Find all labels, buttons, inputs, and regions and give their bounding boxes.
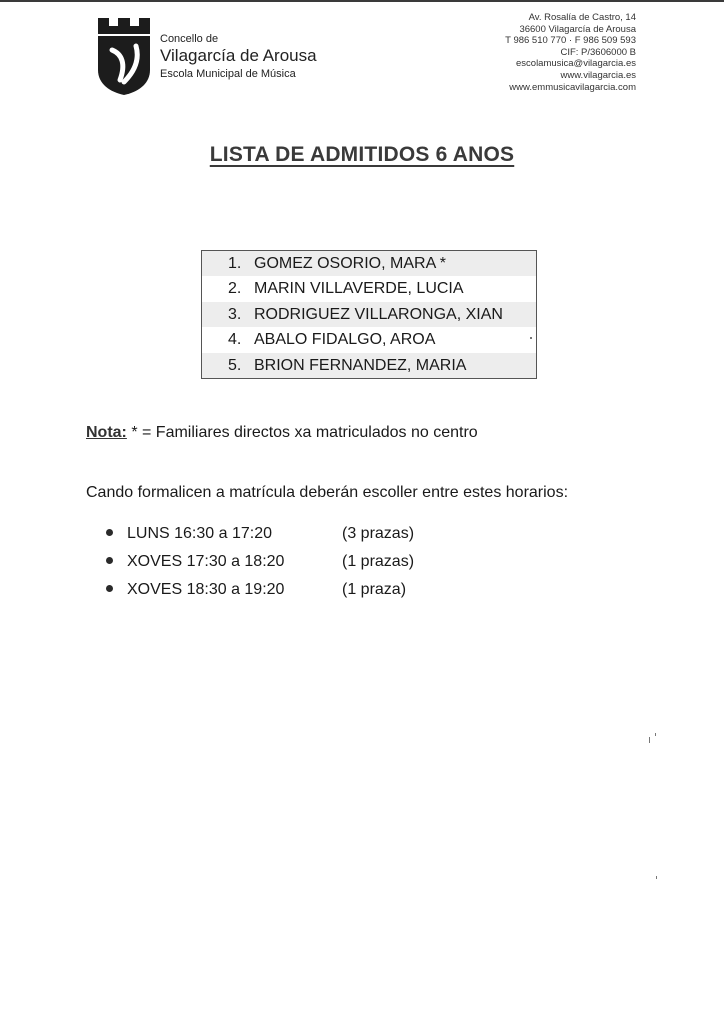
student-name: RODRIGUEZ VILLARONGA, XIAN (254, 305, 503, 323)
student-row (202, 327, 536, 352)
schedule-time: LUNS 16:30 a 17:20 (127, 525, 272, 542)
bullet-icon (106, 529, 113, 536)
note-line (86, 424, 478, 442)
student-row (202, 302, 536, 327)
student-number: 3. (228, 305, 242, 323)
contact-address-block (505, 12, 636, 93)
schedule-time: XOVES 17:30 a 18:20 (127, 553, 285, 570)
schedule-places: (3 prazas) (342, 525, 415, 542)
student-row (202, 251, 536, 276)
top-border-line (0, 0, 724, 2)
bullet-icon (106, 557, 113, 564)
student-name: BRION FERNANDEZ, MARIA (254, 356, 467, 374)
address-cif: CIF: P/3606000 B (560, 46, 636, 58)
org-line-concello: Concello de (160, 33, 219, 45)
student-number: 4. (228, 331, 242, 349)
address-phone-fax: T 986 510 770 · F 986 509 593 (505, 35, 636, 47)
scan-speck (656, 876, 657, 879)
admitted-students-table (201, 250, 537, 379)
student-number: 1. (228, 255, 242, 272)
scan-speck (655, 733, 656, 736)
schedule-intro-text: Cando formalicen a matrícula deberán escoller entre estes horarios: (86, 484, 569, 501)
schedule-places: (1 praza) (342, 581, 407, 598)
organization-name-block (160, 32, 317, 82)
page-title-text: LISTA DE ADMITIDOS 6 ANOS (209, 143, 515, 166)
student-name: GOMEZ OSORIO, MARA * (254, 255, 447, 272)
schedule-places: (1 prazas) (342, 553, 415, 570)
student-row (202, 276, 536, 301)
address-school-website: www.emmusicavilagarcia.com (509, 81, 636, 93)
address-email: escolamusica@vilagarcia.es (516, 58, 636, 70)
list-item (106, 520, 414, 548)
scan-speck (530, 337, 532, 339)
note-text: * = Familiares directos xa matriculados no centro (126, 424, 478, 441)
student-row (202, 353, 536, 378)
address-street: Av. Rosalía de Castro, 14 (528, 12, 636, 23)
address-website: www.vilagarcia.es (560, 69, 636, 81)
list-item (106, 576, 414, 604)
page-title (0, 143, 724, 167)
schedule-list (106, 520, 414, 604)
municipal-crest-logo (96, 16, 152, 96)
schedule-time: XOVES 18:30 a 19:20 (127, 581, 285, 598)
list-item (106, 548, 414, 576)
scan-speck (649, 737, 650, 743)
org-line-school: Escola Municipal de Música (160, 68, 296, 80)
student-number: 2. (228, 280, 242, 298)
address-postal: 36600 Vilagarcía de Arousa (519, 23, 636, 35)
student-number: 5. (228, 356, 242, 374)
org-line-city: Vilagarcía de Arousa (160, 46, 317, 65)
student-name: MARIN VILLAVERDE, LUCIA (254, 280, 464, 298)
note-label: Nota: (86, 424, 127, 441)
bullet-icon (106, 585, 113, 592)
student-name: ABALO FIDALGO, AROA (254, 331, 436, 349)
